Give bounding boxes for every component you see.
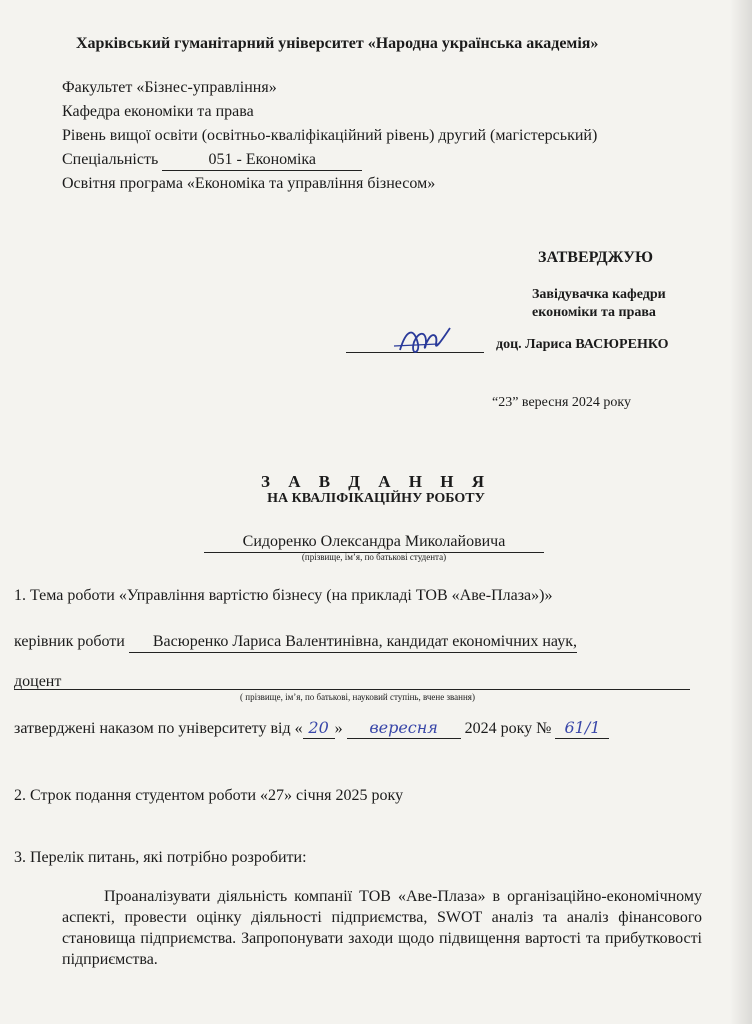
department-line: Кафедра економіки та права bbox=[62, 103, 254, 120]
order-day: 20 bbox=[303, 718, 335, 739]
supervisor-caption: ( прізвище, ім’я, по батькові, науковий ступінь, вчене звання) bbox=[240, 692, 475, 702]
document-title: З А В Д А Н Н Я bbox=[260, 472, 492, 491]
order-suffix: 2024 року № bbox=[464, 720, 552, 737]
specialty-label: Спеціальність bbox=[62, 151, 159, 168]
faculty-line: Факультет «Бізнес-управління» bbox=[62, 79, 277, 96]
approve-date: “23” вересня 2024 року bbox=[492, 395, 631, 410]
specialty-value: 051 - Економіка bbox=[162, 150, 362, 171]
supervisor-underline bbox=[14, 689, 690, 690]
topic-line: 1. Тема роботи «Управління вартістю бізнесу (на прикладі ТОВ «Аве-Плаза»)» bbox=[14, 587, 553, 604]
questions-title: 3. Перелік питань, які потрібно розробити: bbox=[14, 849, 307, 866]
student-name: Сидоренко Олександра Миколайовича bbox=[204, 532, 544, 553]
student-caption: (прізвище, ім’я, по батькові студента) bbox=[301, 552, 447, 562]
supervisor-continued: доцент bbox=[14, 673, 62, 690]
specialty-line bbox=[62, 150, 362, 171]
supervisor-line bbox=[14, 632, 577, 653]
approve-head-line2: економіки та права bbox=[532, 305, 656, 320]
approve-title: ЗАТВЕРДЖУЮ bbox=[538, 249, 654, 266]
approve-head-line1: Завідувачка кафедри bbox=[532, 287, 666, 302]
deadline-line: 2. Строк подання студентом роботи «27» січня 2025 року bbox=[14, 787, 404, 804]
program-line: Освітня програма «Економіка та управління бізнесом» bbox=[62, 175, 436, 192]
order-prefix: затверджені наказом по університету від « bbox=[14, 720, 303, 737]
questions-text: Проаналізувати діяльність компанії ТОВ «Аве-Плаза» в організаційно-економічному аспекті, провести оцінку діяльності підприємства, SWOT аналіз та аналіз фінансового становища підприємства. Запропонувати заходи щодо підвищення вартості та прибутковості підприємства. bbox=[62, 888, 702, 968]
order-month: вересня bbox=[347, 718, 461, 739]
order-number: 61/1 bbox=[555, 718, 609, 739]
order-mid: » bbox=[334, 720, 343, 737]
university-title: Харківський гуманітарний університет «Народна українська академія» bbox=[76, 35, 599, 52]
document-subtitle: НА КВАЛІФІКАЦІЙНУ РОБОТУ bbox=[267, 491, 485, 506]
supervisor-label: керівник роботи bbox=[14, 633, 125, 650]
signature-mark bbox=[392, 320, 462, 360]
education-level-line: Рівень вищої освіти (освітньо-кваліфікаційний рівень) другий (магістерський) bbox=[62, 127, 598, 144]
order-line bbox=[14, 718, 609, 739]
page-edge-shadow bbox=[730, 0, 752, 1024]
document-heading bbox=[0, 472, 752, 492]
supervisor-value: Васюренко Лариса Валентинівна, кандидат економічних наук, bbox=[129, 632, 577, 653]
approve-name: доц. Лариса ВАСЮРЕНКО bbox=[496, 337, 669, 352]
